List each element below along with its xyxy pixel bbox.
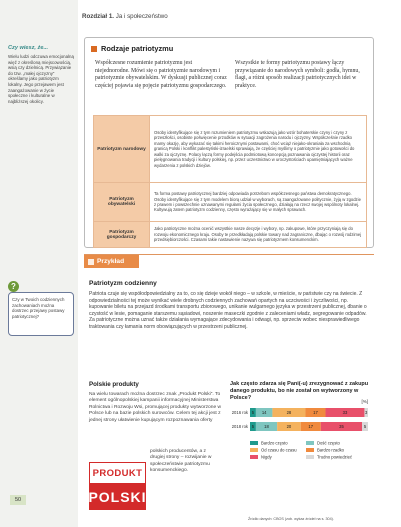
survey-chart [230, 381, 374, 521]
legend-swatch [250, 441, 258, 445]
data-label: 17 [313, 410, 318, 416]
table-row [94, 116, 367, 183]
orange-square-icon [91, 46, 97, 52]
row-description: Osoby identyfikujące się z tym rozumieniem patriotyzmu wskazują jako wzór bohaterskie czyny i czyny z przeszłości, osobiste poświęcenie przodków w sytuacji zagrożenia narodu i ojczyzny. Współcześnie rzadko mamy okazję, aby wykazać się takimi heroicznymi postawami, choć wciąż niejako-okraniała za wschodnią granicą Polski i konflikt palestyński-izraelski sprawiają, że częściej myślimy o patriotyzmie jako gotowości do walki za ojczyznę. Polacy łączą formy podejścia podmiotową koncepcją poznawania ojczystej historii oraz pielęgnowania tradycji i kultury polskiej, np. przez uczestnictwo w uroczystościach upamiętniających ważne wydarzenia z polskich dziejów. [150, 116, 367, 183]
did-you-know-note [8, 45, 74, 104]
intro-text-left: Współczesne rozumienie patriotyzmu jest niejednorodne. Mówi się o patriotyzmie narodowym i patriotyzmie obywatelskim. W dyskusji publicznej coraz częściej pojawia się pojęcie patriotyzmu gospodarczego. [95, 60, 227, 89]
example-tab-label: Przykład [97, 258, 125, 265]
question-mark-icon: ? [8, 281, 19, 292]
legend-swatch [250, 455, 258, 459]
data-label: 33 [342, 410, 348, 416]
example-tab [84, 255, 139, 268]
chart-svg [230, 399, 374, 515]
chart-source: Źródło danych: CBOS (zob. wykaz źródeł na s. 304). [248, 517, 334, 521]
produkt-polski-logo [89, 462, 146, 510]
data-label: 20 [286, 424, 292, 430]
products-title: Polskie produkty [89, 381, 139, 388]
chapter-title: Ja i społeczeństwo [115, 13, 168, 20]
legend-swatch [306, 448, 314, 452]
data-label: 18 [264, 424, 269, 430]
did-you-know-heading: Czy wiesz, że... [8, 45, 49, 51]
products-paragraph: Na wielu towarach można dostrzec znak „Produkt Polski”. To element ogólnopolskiej kampanii informacyjnej Ministerstwa Rolnictwa i Rozwoju Wsi, promującej produkty wytworzone w Polsce lub na bazie polskich surowców. Celem tej akcji jest z jednej strony ułatwienie kupującym rozpoznawania oferty [89, 392, 222, 423]
data-label: 5 [251, 410, 255, 416]
question-text: Czy w Twoich codziennych zachowaniach można dostrzec przejawy postawy patriotycznej? [12, 297, 65, 319]
logo-word-polski: POLSKI [89, 484, 146, 510]
logo-word-produkt: PRODUKT [89, 462, 146, 484]
example-icon [88, 259, 94, 265]
data-label: 14 [261, 410, 267, 416]
intro-text-right: Wszystkie te formy patriotyzmu postawy łączy przywiązanie do narodowych symboli: godła, hymnu, flagi, a różni sposób realizacji patriotycznych idei w praktyce. [235, 60, 360, 89]
category-label: 2016 rok [231, 410, 248, 416]
legend-swatch [250, 448, 258, 452]
chapter-number: Rozdział 1. [82, 13, 114, 20]
legend-label: Od czasu do czasu [261, 447, 297, 453]
row-label: Patriotyzm narodowy [94, 116, 150, 183]
category-label: 2018 rok [231, 424, 248, 430]
example-section-bar [84, 254, 374, 268]
table-row [94, 222, 367, 248]
patriotism-types-panel [84, 37, 374, 248]
data-label: 35 [339, 424, 344, 430]
legend-label: Dość często [317, 440, 340, 446]
unit-label: [%] [361, 399, 368, 404]
page-number: 50 [10, 495, 26, 505]
example-paragraph: Patriota czuje się współodpowiedzialny za to, co się dzieje wokół niego – w szkole, w mieście, w państwie czy na świecie. Z odpowiedzialności tej może wynikać wiele drobnych codziennych zachowań opartych na uczciwości i życzliwości, np. kupowanie biletu na przejazd środkami transportu zbiorowego, unikanie wulgarnego języka w przestrzeni publicznej, dbanie o czystość w lesie, pomaganie starszemu sąsiadowi, noszenie maseczki zgodnie z zaleceniami władz, segregowanie odpadów. Za patriotyczne można uznać także działania wymagające zdecydowania i odwagi, np. sprzeciw wobec niesprawiedliwego traktowania czy łamania norm obowiązujących w przestrzeni publicznej. [89, 291, 367, 330]
legend-label: Bardzo rzadko [317, 447, 344, 453]
legend-label: Bardzo często [261, 440, 288, 446]
section-title: Rodzaje patriotyzmu [101, 44, 174, 53]
row-description: Ta forma postawy patriotycznej bardziej odpowiada potrzebom współczesnego państwa demokratycznego. Osoby identyfikujące się z tym modelem biorą udział w wyborach, są zaangażowane politycznie, żyją w zgodzie z prawem i powszechnie uznawanymi regułami życia społecznego, działają na rzecz swojej wspólnoty lokalnej. Kultywują zatem patriotyzm codzienny, często wyrażający się w małych sprawach. [150, 183, 367, 222]
legend-swatch [306, 441, 314, 445]
row-description: Jako patriotyczne można ocenić wszystkie nasze decyzje i wybory, np. zakupowe, które przyczyniają się do rozwoju ekonomicznego kraju. Osoby te przedkładają polskie towary nad zagraniczne, dbając o rozwój rodzimej przedsiębiorczości. Czasami takie nastawienie nazywa się patriotyzmem konsumenckim. [150, 222, 367, 248]
chapter-header [82, 13, 168, 20]
row-label: Patriotyzm gospodarczy [94, 222, 150, 248]
legend-swatch [306, 455, 314, 459]
table-row [94, 183, 367, 222]
legend-label: Trudno powiedzieć [317, 454, 352, 460]
example-title: Patriotyzm codzienny [89, 280, 157, 287]
data-label: 28 [286, 410, 292, 416]
patriotism-table [93, 115, 367, 248]
chart-title: Jak często zdarza się Pani(-u) zrezygnować z zakupu danego produktu, bo nie został on wytworzony w Polsce? [230, 381, 369, 401]
data-label: 17 [308, 424, 314, 430]
data-label: 5 [363, 424, 367, 430]
row-label: Patriotyzm obywatelski [94, 183, 150, 222]
data-label: 3 [365, 410, 368, 416]
section-heading [91, 44, 173, 53]
did-you-know-body: Wielu ludzi odczuwa emocjonalną więź z określoną miejscowością, wsią czy dzielnicą. Przywiązanie do tzw. „małej ojczyzny” określamy jako patriotyzm lokalny. Jego przejawem jest zaangażowanie w życie społeczne i kulturalne w najbliższej okolicy. [8, 54, 74, 104]
products-paragraph-continued: polskich producentów, a z drugiej strony – rozwijanie w społeczeństwie patriotyzmu konsumenckiego. [150, 449, 212, 474]
data-label: 5 [251, 424, 255, 430]
question-box [8, 292, 74, 336]
legend-label: Nigdy [261, 454, 272, 460]
